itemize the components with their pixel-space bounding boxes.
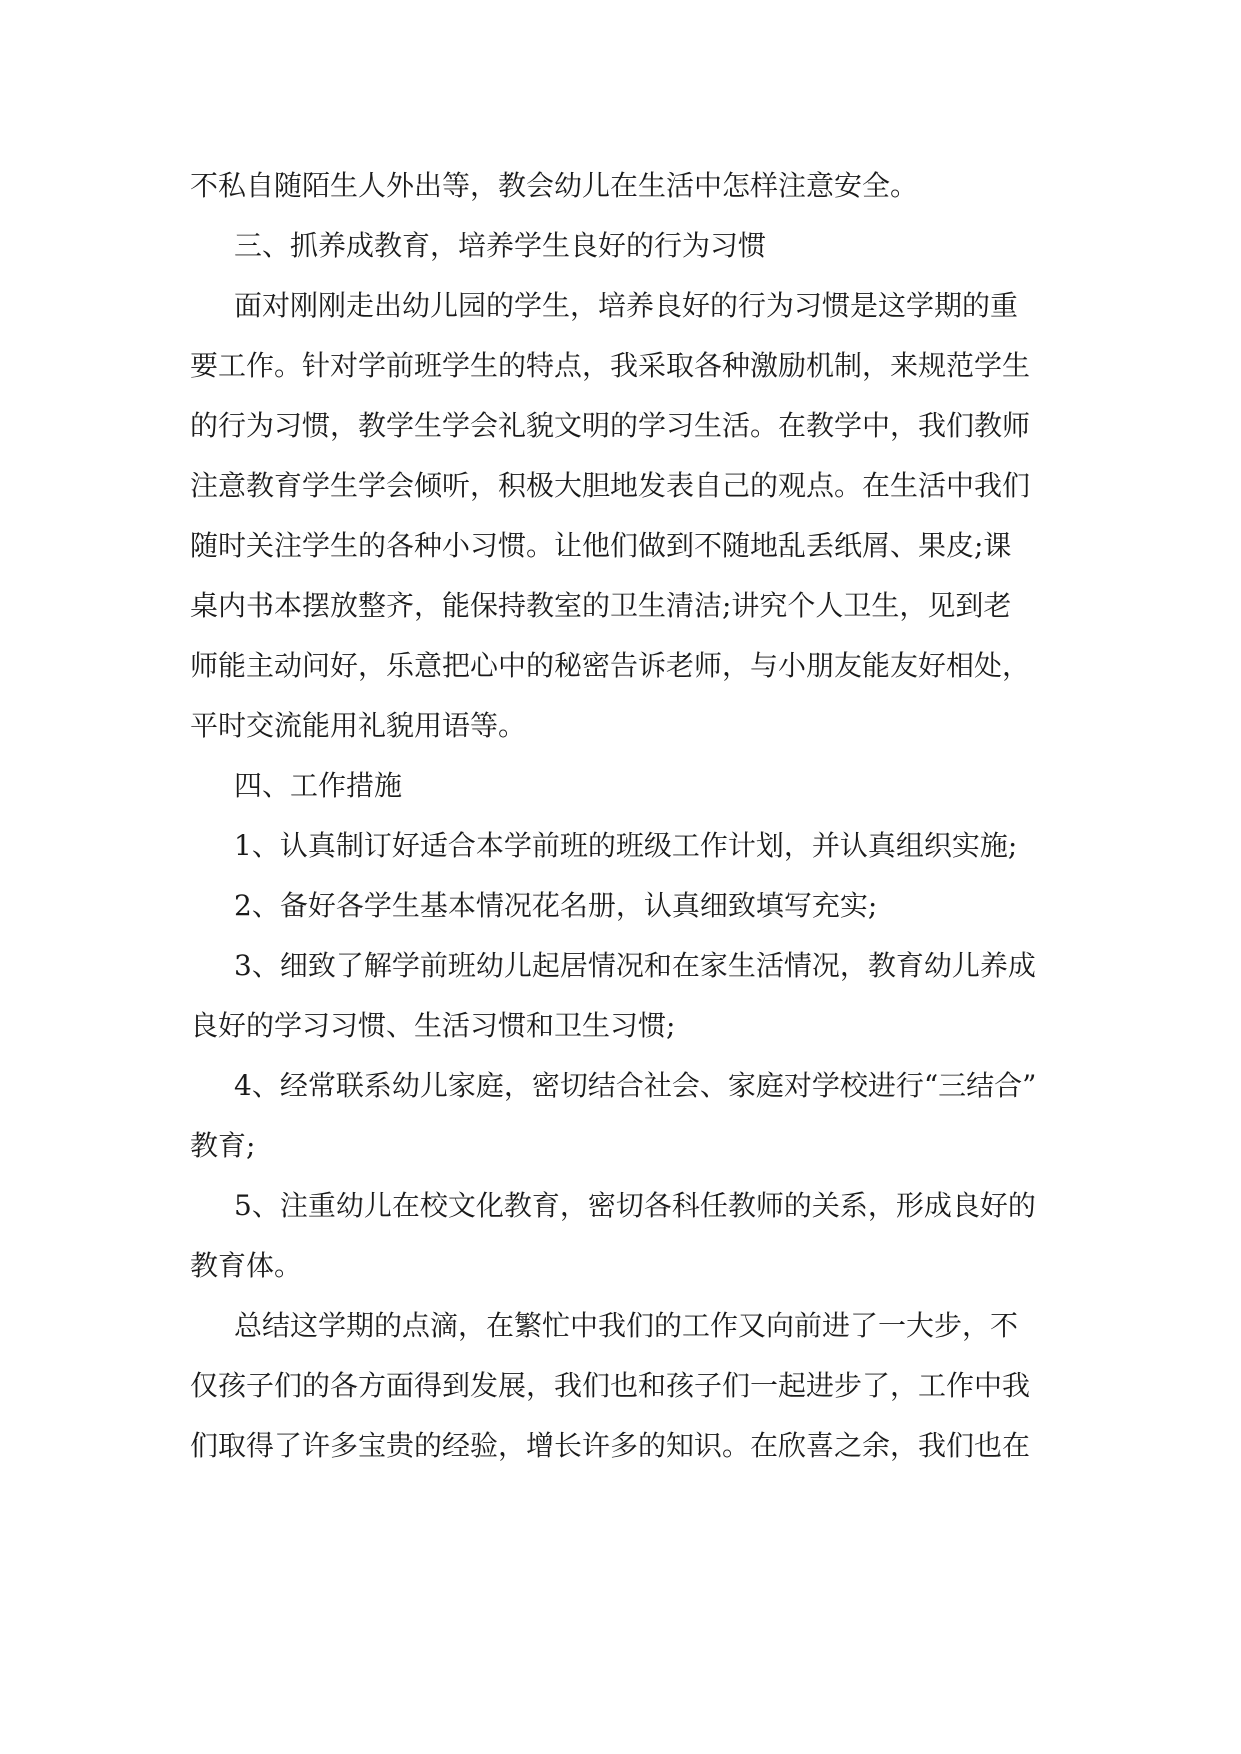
text-line: 平时交流能用礼貌用语等。 (190, 709, 527, 742)
text-line: 师能主动问好，乐意把心中的秘密告诉老师，与小朋友能友好相处， (190, 649, 1031, 682)
text-line: 不私自随陌生人外出等，教会幼儿在生活中怎样注意安全。 (190, 169, 919, 202)
list-item: 3、细致了解学前班幼儿起居情况和在家生活情况，教育幼儿养成 (234, 949, 1036, 982)
text-line: 们取得了许多宝贵的经验，增长许多的知识。在欣喜之余，我们也在 (190, 1429, 1031, 1462)
text-line: 良好的学习习惯、生活习惯和卫生习惯; (190, 1009, 676, 1042)
text-line: 总结这学期的点滴，在繁忙中我们的工作又向前进了一大步，不 (234, 1309, 1019, 1342)
text-line: 要工作。针对学前班学生的特点，我采取各种激励机制，来规范学生 (190, 349, 1031, 382)
text-line: 随时关注学生的各种小习惯。让他们做到不随地乱丢纸屑、果皮;课 (190, 529, 1012, 562)
text-line: 仅孩子们的各方面得到发展，我们也和孩子们一起进步了，工作中我 (190, 1369, 1031, 1402)
list-item: 5、注重幼儿在校文化教育，密切各科任教师的关系，形成良好的 (234, 1189, 1036, 1222)
text-line: 注意教育学生学会倾听，积极大胆地发表自己的观点。在生活中我们 (190, 469, 1031, 502)
text-line: 的行为习惯，教学生学会礼貌文明的学习生活。在教学中，我们教师 (190, 409, 1031, 442)
list-item: 1、认真制订好适合本学前班的班级工作计划，并认真组织实施; (234, 829, 1018, 862)
section-heading: 四、工作措施 (234, 769, 403, 802)
section-heading: 三、抓养成教育，培养学生良好的行为习惯 (234, 229, 767, 262)
text-line: 桌内书本摆放整齐，能保持教室的卫生清洁;讲究个人卫生，见到老 (190, 589, 1012, 622)
text-line: 面对刚刚走出幼儿园的学生，培养良好的行为习惯是这学期的重 (234, 289, 1019, 322)
list-item: 4、经常联系幼儿家庭，密切结合社会、家庭对学校进行“三结合” (234, 1069, 1037, 1102)
text-line: 教育; (190, 1129, 256, 1162)
document-body (190, 156, 1070, 1476)
list-item: 2、备好各学生基本情况花名册，认真细致填写充实; (234, 889, 878, 922)
text-line: 教育体。 (190, 1249, 303, 1282)
